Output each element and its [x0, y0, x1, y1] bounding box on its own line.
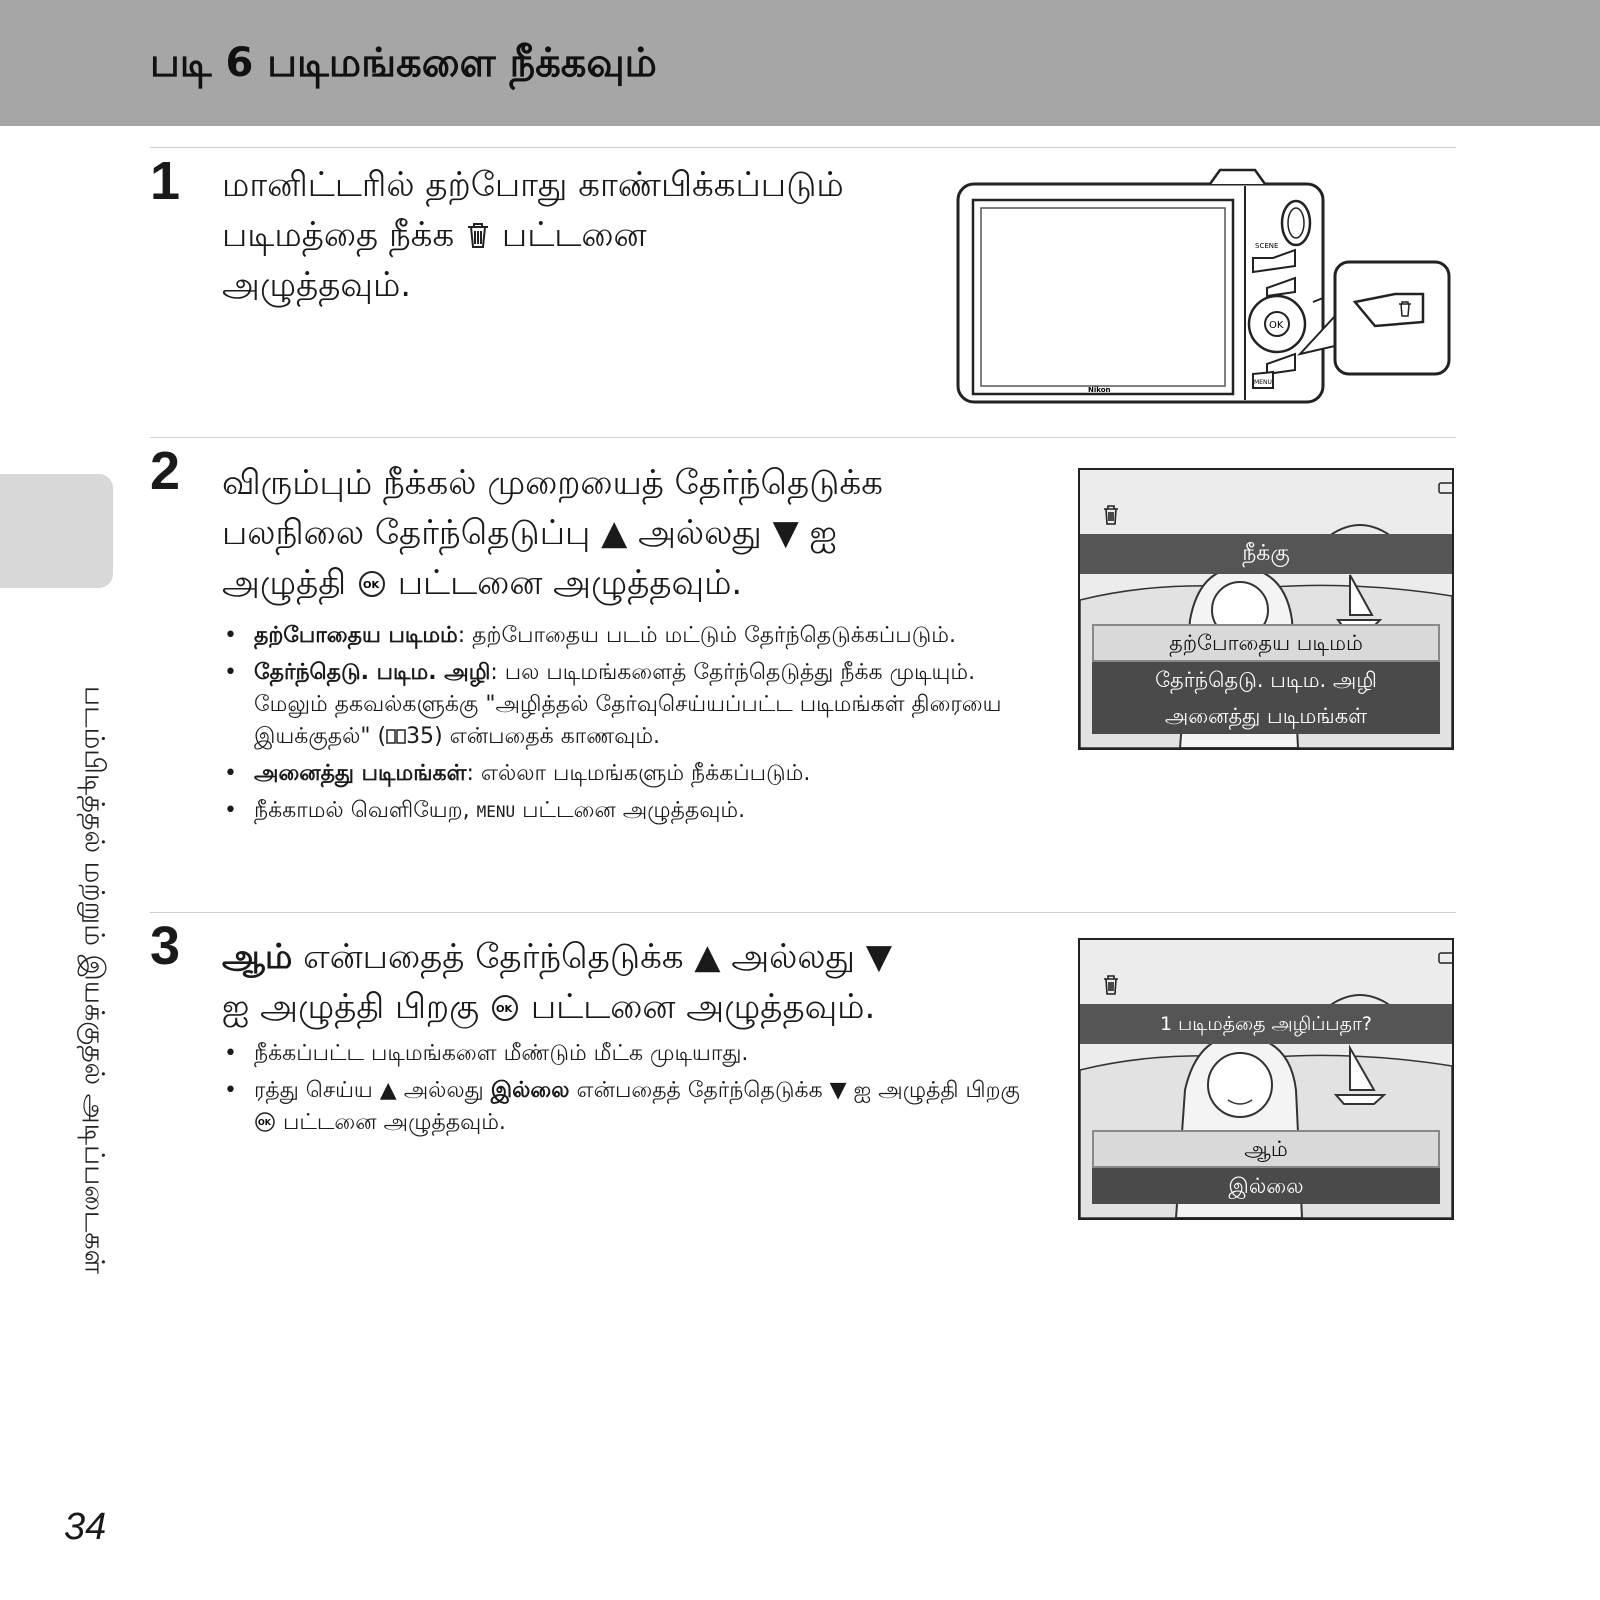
step3-notes	[222, 1038, 1022, 1144]
step1-line: மானிட்டரில் தற்போது காண்பிக்கப்படும்	[222, 165, 844, 205]
list-item: • நீக்கப்பட்ட படிமங்களை மீண்டும் மீட்க முடியாது.	[222, 1038, 1022, 1070]
step1-line	[222, 210, 962, 260]
step2-line: பலநிலை தேர்ந்தெடுப்பு ▲ அல்லது ▼ ஐ	[222, 513, 837, 553]
ok-button-icon	[357, 563, 387, 603]
ok-icon-label: OK	[496, 1004, 513, 1015]
list-item	[222, 620, 1022, 652]
confirm-option-yes[interactable]: ஆம்	[1092, 1130, 1440, 1168]
option-description: : பல படிமங்களைத் தேர்ந்தெடுத்து நீக்க முடியும். மேலும் தகவல்களுக்கு "அழித்தல் தேர்வுசெய்யப்பட்ட படிமங்கள் திரையை இயக்குதல்"	[254, 660, 1002, 749]
note-text: ரத்து செய்ய ▲ அல்லது	[254, 1078, 484, 1103]
option-term: இல்லை	[490, 1078, 570, 1103]
menu-button-label: MENU	[476, 802, 516, 821]
reference-text: ) என்பதைக் காணவும்.	[434, 724, 661, 749]
step2-line: விரும்பும் நீக்கல் முறையைத் தேர்ந்தெடுக்க	[222, 463, 883, 503]
book-reference-icon	[386, 724, 406, 749]
reference-page-link[interactable]: 35	[406, 724, 435, 749]
option-term: தேர்ந்தெடு. படிம. அழி	[254, 660, 491, 685]
divider	[150, 437, 1456, 438]
note-text: நீக்காமல் வெளியேற,	[254, 798, 470, 823]
step1-line-text: பட்டனை	[501, 215, 647, 255]
page-title: படி 6 படிமங்களை நீக்கவும்	[150, 40, 657, 86]
step2-instruction	[222, 458, 1042, 608]
step-number: 2	[150, 441, 181, 501]
step3-line-text: பட்டனை அழுத்தவும்.	[530, 987, 876, 1027]
step3-line-text: ஐ அழுத்தி பிறகு	[222, 987, 480, 1027]
page-number: 34	[64, 1506, 107, 1548]
list-item	[222, 1075, 1022, 1139]
step3-instruction	[222, 932, 1042, 1032]
step2-notes	[222, 620, 1022, 833]
confirm-title-bar: 1 படிமத்தை அழிப்பதா?	[1080, 1004, 1452, 1044]
menu-option-all-images[interactable]: அனைத்து படிமங்கள்	[1092, 698, 1440, 734]
option-term: தற்போதைய படிமம்	[254, 623, 458, 648]
ok-button-icon	[490, 987, 520, 1027]
chapter-side-label: படம்பிடித்தல் மற்றும் இயக்குதல் அடிப்படைகள்	[78, 685, 110, 1275]
step2-line-text: பட்டனை அழுத்தவும்.	[397, 563, 743, 603]
header-band	[0, 0, 1600, 126]
step3-line	[222, 932, 1042, 982]
ok-button-icon	[254, 1110, 276, 1135]
list-item	[222, 657, 1022, 753]
note-text: பட்டனை அழுத்தவும்.	[283, 1110, 506, 1135]
chapter-tab	[0, 474, 113, 588]
camera-scene-label: SCENE	[1255, 242, 1279, 250]
camera-illustration	[955, 166, 1455, 406]
list-item	[222, 795, 1022, 828]
confirm-option-no[interactable]: இல்லை	[1092, 1168, 1440, 1204]
option-description: : தற்போதைய படம் மட்டும் தேர்ந்தெடுக்கப்படும்.	[457, 623, 956, 648]
note-text: என்பதைத் தேர்ந்தெடுக்க ▼ ஐ அழுத்தி பிறகு	[576, 1078, 1020, 1103]
option-description: : எல்லா படிமங்களும் நீக்கப்படும்.	[466, 761, 811, 786]
step-number: 3	[150, 916, 181, 976]
step1-line: அழுத்தவும்.	[222, 265, 412, 305]
menu-option-selected-images[interactable]: தேர்ந்தெடு. படிம. அழி	[1092, 662, 1440, 698]
reference-text: (	[377, 724, 387, 749]
note-text: பட்டனை அழுத்தவும்.	[522, 798, 746, 823]
camera-screen-confirm-delete	[1078, 938, 1454, 1220]
camera-brand-label: Nikon	[1088, 386, 1111, 394]
ok-icon-label: OK	[258, 1118, 271, 1127]
divider	[150, 912, 1456, 913]
divider	[150, 147, 1456, 148]
step1-instruction	[222, 160, 962, 310]
step-number: 1	[150, 151, 181, 211]
step1-line-text: படிமத்தை நீக்க	[222, 215, 455, 255]
camera-menu-label: MENU	[1254, 379, 1272, 386]
step3-bold-term: ஆம்	[222, 937, 293, 977]
step3-line-text: என்பதைத் தேர்ந்தெடுக்க ▲ அல்லது ▼	[303, 937, 892, 977]
step2-line-text: அழுத்தி	[222, 563, 347, 603]
menu-option-current-image[interactable]: தற்போதைய படிமம்	[1092, 624, 1440, 662]
step2-line	[222, 558, 1042, 608]
trash-icon	[465, 215, 491, 255]
camera-ok-label: OK	[1269, 320, 1284, 331]
option-term: அனைத்து படிமங்கள்	[254, 761, 467, 786]
step3-line	[222, 982, 1042, 1032]
list-item	[222, 758, 1022, 790]
menu-title-bar: நீக்கு	[1080, 534, 1452, 574]
ok-icon-label: OK	[362, 580, 380, 591]
camera-screen-delete-menu	[1078, 468, 1454, 750]
